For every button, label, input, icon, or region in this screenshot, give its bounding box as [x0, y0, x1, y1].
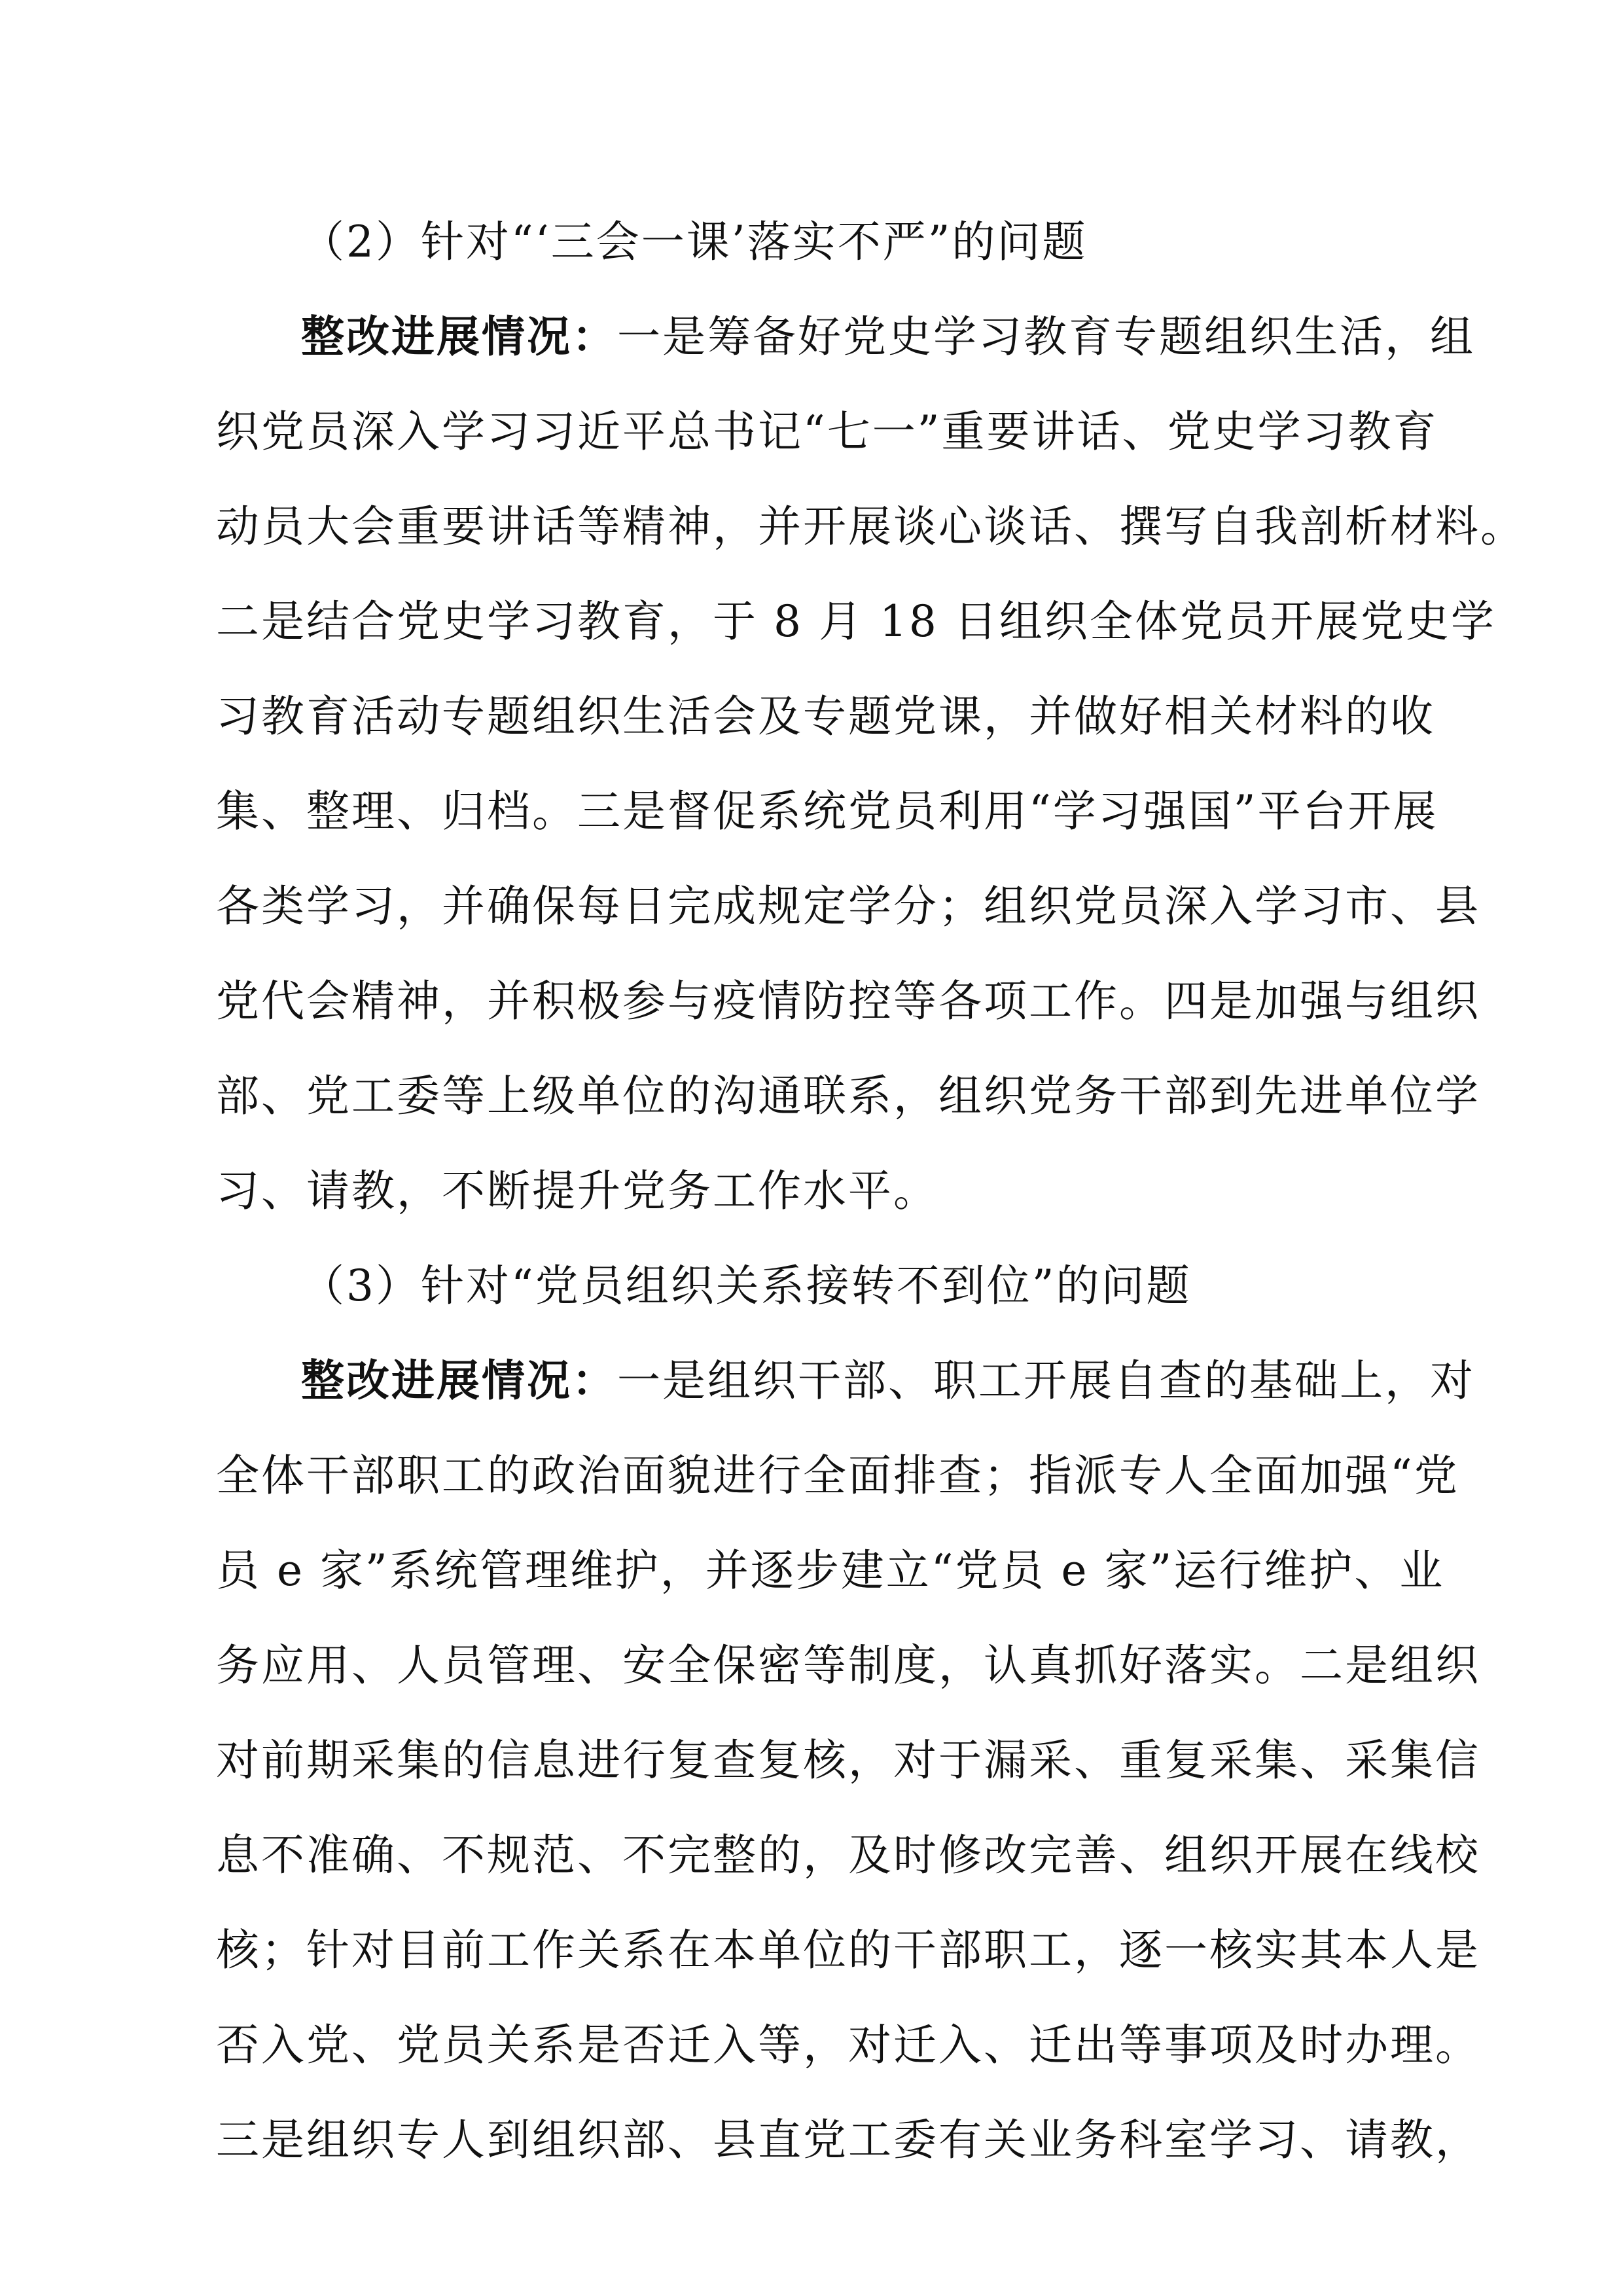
paragraph-line: 集、整理、归档。三是督促系统党员利用“学习强国”平台开展 [216, 786, 1438, 836]
paragraph-text: 一是组织干部、职工开展自查的基础上，对 [617, 1355, 1475, 1406]
paragraph-lead: 整改进展情况： [301, 312, 617, 362]
paragraph-line: 三是组织专人到组织部、县直党工委有关业务科室学习、请教， [216, 2115, 1480, 2165]
paragraph-line [301, 1332, 1475, 1430]
paragraph-lead: 整改进展情况： [301, 1355, 617, 1406]
paragraph-line: 否入党、党员关系是否迁入等，对迁入、迁出等事项及时办理。 [216, 2020, 1480, 2070]
paragraph-line: 习教育活动专题组织生活会及专题党课，并做好相关材料的收 [216, 691, 1435, 742]
paragraph-line: 二是结合党史学习教育，于 8 月 18 日组织全体党员开展党史学 [216, 596, 1496, 647]
paragraph-line [301, 288, 1475, 386]
paragraph-line: 部、党工委等上级单位的沟通联系，组织党务干部到先进单位学 [216, 1071, 1480, 1121]
paragraph-line: 务应用、人员管理、安全保密等制度，认真抓好落实。二是组织 [216, 1640, 1480, 1691]
paragraph-line: 对前期采集的信息进行复查复核，对于漏采、重复采集、采集信 [216, 1735, 1480, 1785]
paragraph-line: 核；针对目前工作关系在本单位的干部职工，逐一核实其本人是 [216, 1925, 1480, 1975]
subsection-heading-2: （2）针对“‘三会一课’落实不严”的问题 [301, 217, 1088, 267]
paragraph-line: 织党员深入学习习近平总书记“七一”重要讲话、党史学习教育 [216, 406, 1438, 457]
paragraph-line: 员 e 家”系统管理维护，并逐步建立“党员 e 家”运行维护、业 [216, 1545, 1445, 1596]
paragraph-line: 动员大会重要讲话等精神，并开展谈心谈话、撰写自我剖析材料。 [216, 501, 1525, 552]
paragraph-line: 全体干部职工的政治面貌进行全面排查；指派专人全面加强“党 [216, 1450, 1459, 1501]
paragraph-line: 息不准确、不规范、不完整的，及时修改完善、组织开展在线校 [216, 1830, 1480, 1880]
paragraph-line: 党代会精神，并积极参与疫情防控等各项工作。四是加强与组织 [216, 976, 1480, 1026]
paragraph-line: 各类学习，并确保每日完成规定学分；组织党员深入学习市、县 [216, 881, 1480, 931]
subsection-heading-3: （3）针对“党员组织关系接转不到位”的问题 [301, 1261, 1192, 1311]
paragraph-text: 一是筹备好党史学习教育专题组织生活，组 [617, 312, 1475, 362]
paragraph-line: 习、请教，不断提升党务工作水平。 [216, 1166, 938, 1216]
